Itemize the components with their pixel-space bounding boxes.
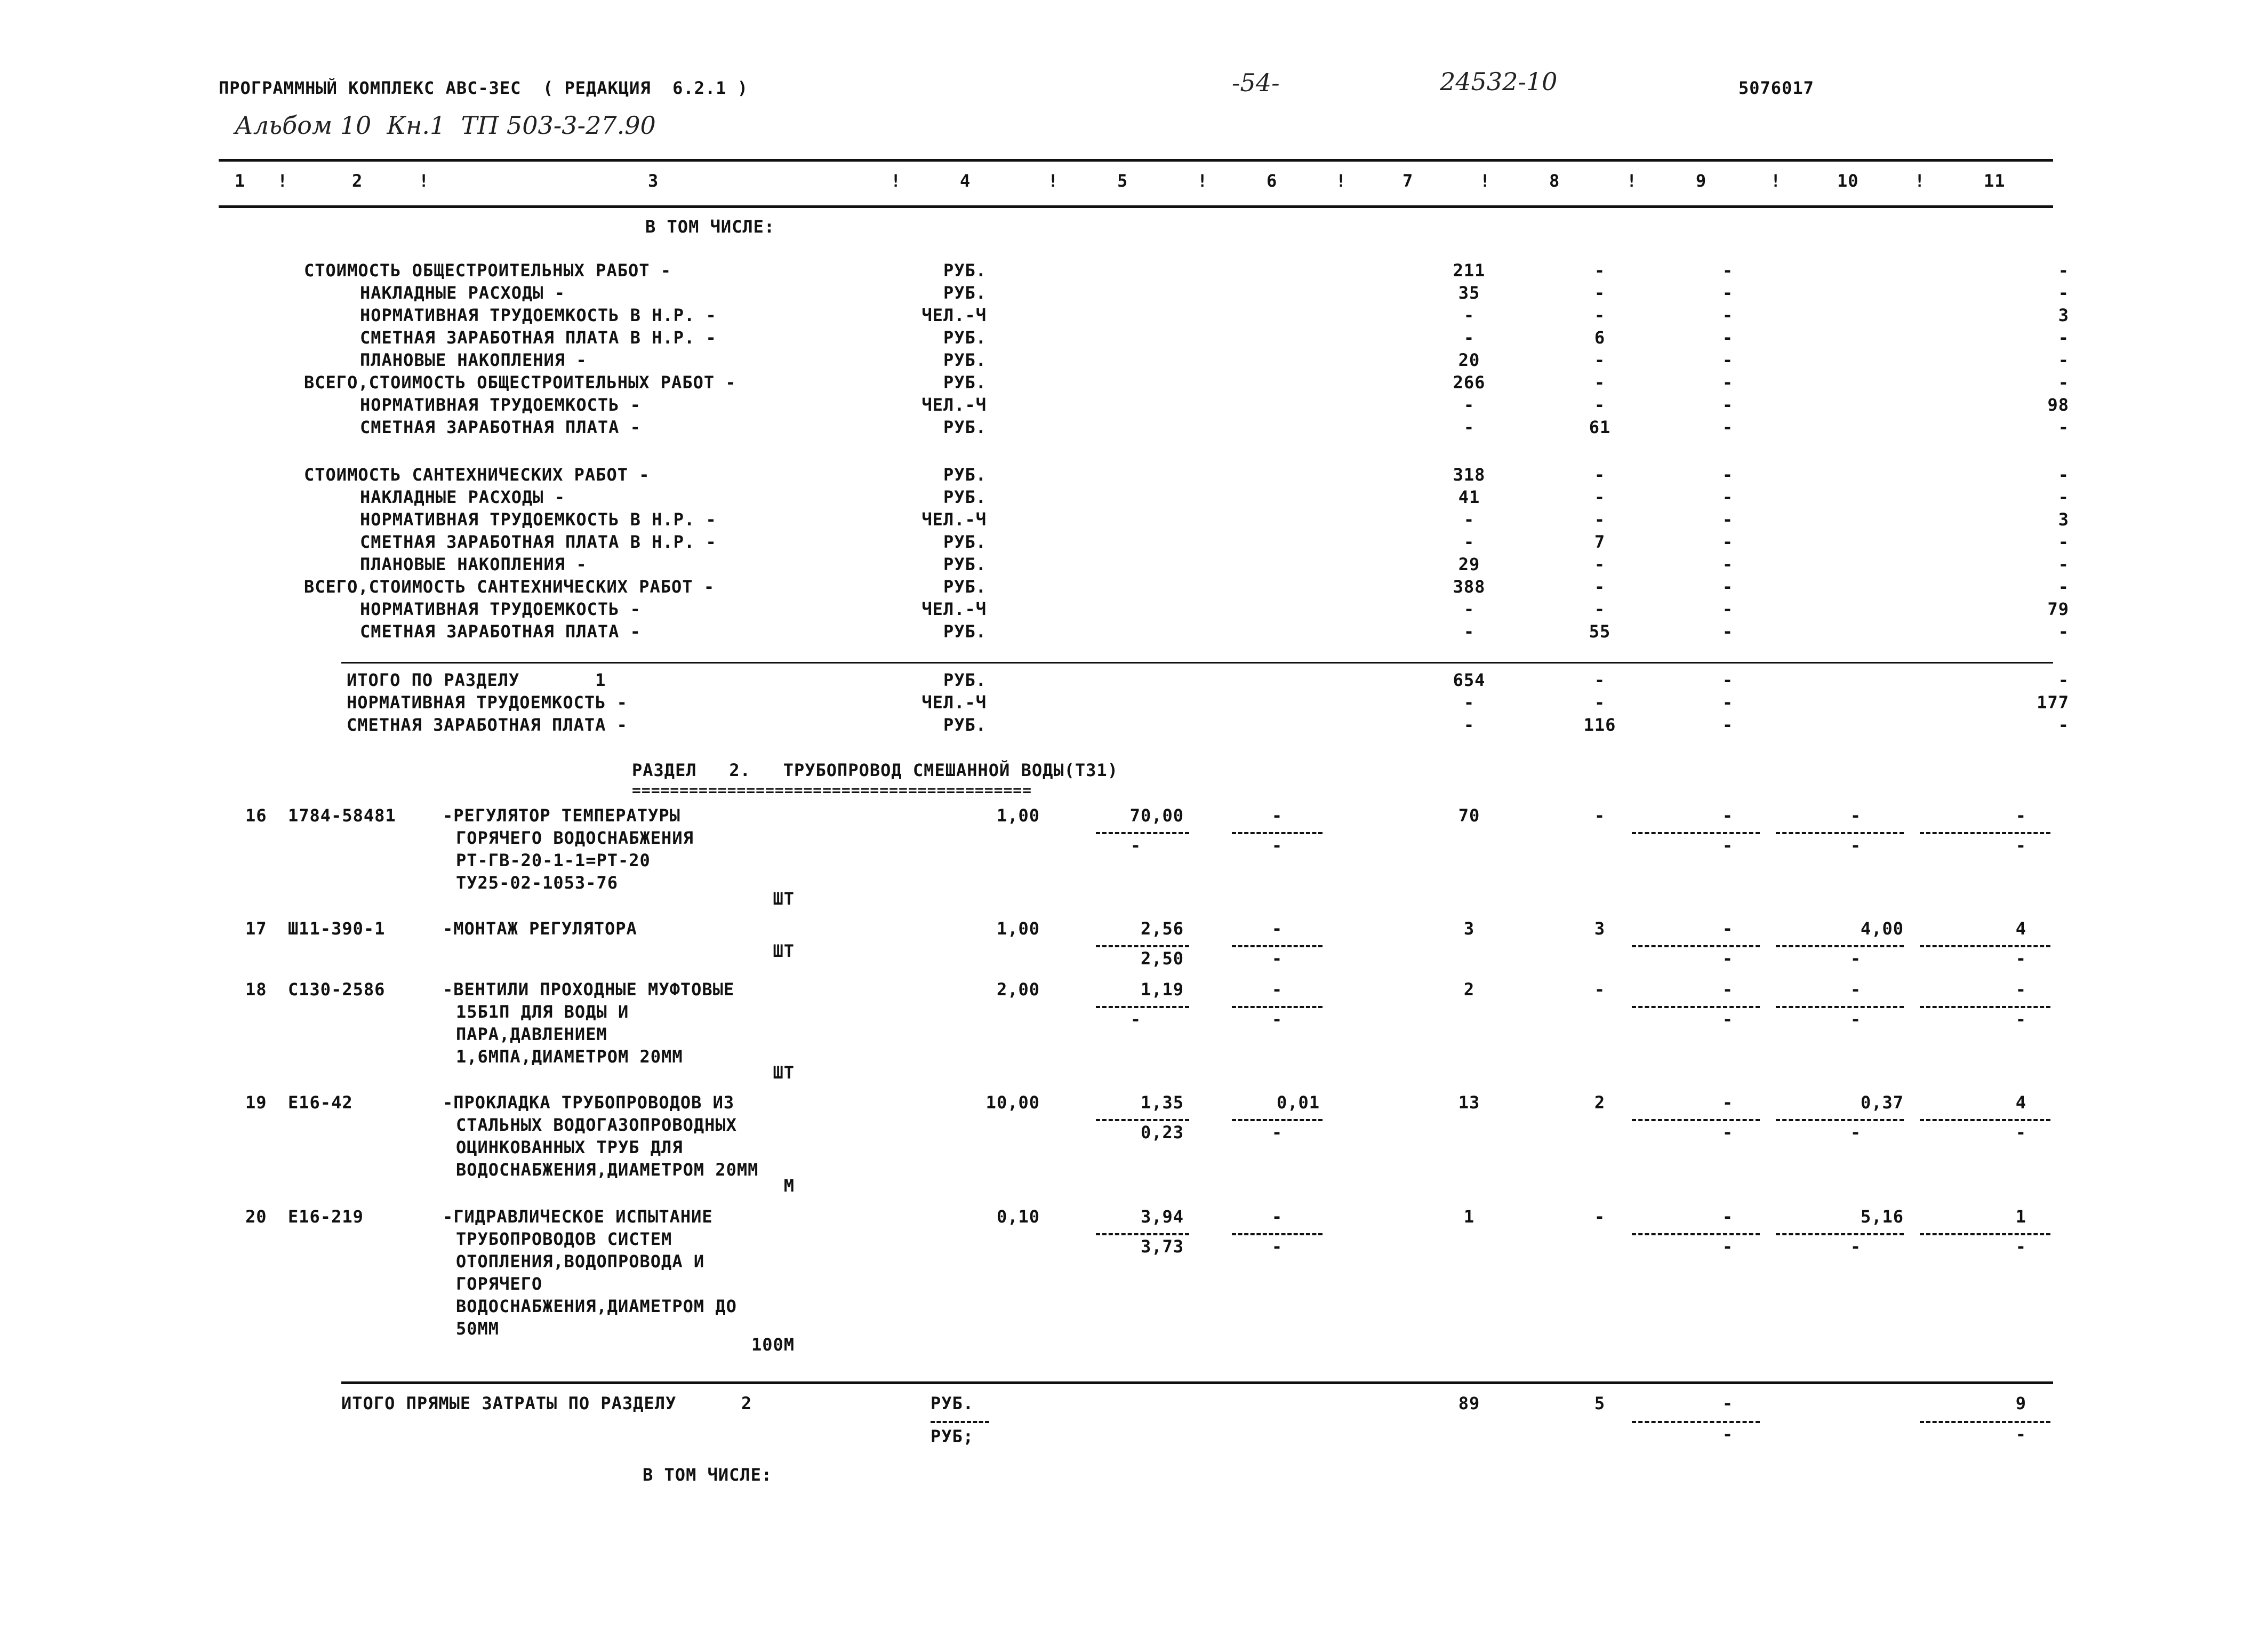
col8-value: - [1594,1206,1606,1227]
line-label: СМЕТНАЯ ЗАРАБОТНАЯ ПЛАТА В Н.Р. - [360,327,717,348]
col9-value: - [1722,350,1734,370]
item-code: Е16-219 [288,1206,364,1227]
col11-value: - [2058,487,2069,507]
item-number: 19 [245,1092,267,1113]
col7-value: - [1463,532,1475,552]
item-description: 50ММ [456,1319,500,1339]
line-unit: РУБ. [943,417,987,437]
col11-rule [1920,1119,2050,1121]
line-unit: РУБ. [943,327,987,348]
col9-value: - [1722,509,1734,530]
col11-lower-value: - [2015,1424,2026,1444]
col10-lower-value: - [1850,1236,1862,1257]
col6-lower-value: - [1271,835,1283,856]
col9-value: - [1722,417,1734,437]
item-quantity: 1,00 [996,805,1040,826]
col10-value: 4,00 [1860,918,1904,939]
line-label: СМЕТНАЯ ЗАРАБОТНАЯ ПЛАТА - [360,621,641,642]
col9-value: - [1722,372,1734,393]
item-number: 18 [245,979,267,1000]
col-5-header: 5 [1117,171,1128,191]
col7-value: 388 [1453,577,1486,597]
col8-value: - [1594,670,1606,690]
item-unit: ШТ [773,889,795,909]
col6-lower-value: - [1271,948,1283,969]
col9-value: - [1722,395,1734,415]
col-1-header: 1 [235,171,246,191]
line-unit: РУБ. [943,715,987,735]
item-quantity: 10,00 [985,1092,1040,1113]
col8-value: - [1594,692,1606,713]
item-description: ГОРЯЧЕГО ВОДОСНАБЖЕНИЯ [456,828,694,848]
col11-value: 4 [2015,918,2026,939]
col8-value: 55 [1589,621,1611,642]
col11-value: - [2058,260,2069,281]
col10-lower-value: - [1850,1009,1862,1029]
col11-value: 9 [2015,1393,2026,1413]
col11-value: 3 [2058,305,2069,325]
col8-value: 7 [1594,532,1606,552]
col6-lower-value: - [1271,1236,1283,1257]
col5-value: 3,94 [1140,1206,1184,1227]
col8-value: - [1594,305,1606,325]
col5-lower-value: 0,23 [1140,1122,1184,1142]
item-description: 1,6МПА,ДИАМЕТРОМ 20ММ [456,1046,683,1067]
col6-lower-value: - [1271,1122,1283,1142]
col8-value: - [1594,372,1606,393]
col7-value: 2 [1463,979,1475,1000]
line-unit: ЧЕЛ.-Ч [921,599,987,619]
item-quantity: 1,00 [996,918,1040,939]
col-10-header: 10 [1837,171,1859,191]
col9-value: - [1722,532,1734,552]
col11-value: - [2058,532,2069,552]
total-unit: РУБ. [931,1393,974,1413]
col7-value: - [1463,621,1475,642]
section2-total-rule [341,1381,2053,1384]
header-top-rule [219,159,2053,162]
col-7-header: 7 [1403,171,1414,191]
col8-value: 5 [1594,1393,1606,1413]
col9-lower-value: - [1722,1424,1734,1444]
col11-lower-value: - [2015,835,2026,856]
col8-value: - [1594,283,1606,303]
line-unit: РУБ. [943,487,987,507]
col11-value: 4 [2015,1092,2026,1113]
col6-value: - [1271,805,1283,826]
col9-value: - [1722,918,1734,939]
col9-value: - [1722,621,1734,642]
col7-value: - [1463,327,1475,348]
item-description: -МОНТАЖ РЕГУЛЯТОРА [443,918,637,939]
total-unit-lower: РУБ; [931,1426,974,1447]
col7-value: - [1463,509,1475,530]
col9-rule [1632,1421,1760,1423]
col9-value: - [1722,1092,1734,1113]
item-code: 1784-58481 [288,805,396,826]
col8-value: 2 [1594,1092,1606,1113]
col7-value: 211 [1453,260,1486,281]
col11-value: - [2015,979,2026,1000]
col5-rule [1096,1119,1189,1121]
col11-value: - [2058,465,2069,485]
item-description: ВОДОСНАБЖЕНИЯ,ДИАМЕТРОМ 20ММ [456,1160,759,1180]
col11-rule [1920,1233,2050,1235]
col-11-header: 11 [1984,171,2006,191]
col7-value: 654 [1453,670,1486,690]
line-label: НОРМАТИВНАЯ ТРУДОЕМКОСТЬ - [360,599,641,619]
col9-value: - [1722,577,1734,597]
line-unit: РУБ. [943,532,987,552]
line-label: ВСЕГО,СТОИМОСТЬ САНТЕХНИЧЕСКИХ РАБОТ - [304,577,715,597]
item-description: -РЕГУЛЯТОР ТЕМПЕРАТУРЫ [443,805,680,826]
col7-value: - [1463,715,1475,735]
line-unit: РУБ. [943,465,987,485]
col10-value: 5,16 [1860,1206,1904,1227]
item-unit: 100М [751,1335,795,1355]
item-description: РТ-ГВ-20-1-1=РТ-20 [456,850,651,870]
col7-value: 20 [1458,350,1480,370]
col9-lower-value: - [1722,1122,1734,1142]
col11-rule [1920,945,2050,947]
col6-rule [1232,832,1323,834]
col-3-header: 3 [648,171,659,191]
line-label: СМЕТНАЯ ЗАРАБОТНАЯ ПЛАТА - [347,715,628,735]
col9-value: - [1722,1206,1734,1227]
col8-value: - [1594,395,1606,415]
col6-value: 0,01 [1276,1092,1320,1113]
program-title: ПРОГРАММНЫЙ КОМПЛЕКС АВС-ЗЕС ( РЕДАКЦИЯ 6.2.1 ) [219,78,749,98]
col8-value: - [1594,554,1606,574]
col10-rule [1776,1233,1904,1235]
col8-value: 3 [1594,918,1606,939]
col7-value: - [1463,599,1475,619]
line-unit: РУБ. [943,350,987,370]
col8-value: - [1594,805,1606,826]
document-code: 5076017 [1738,78,1814,98]
col5-rule [1096,945,1189,947]
page-number: -54- [1232,68,1280,97]
col8-value: - [1594,260,1606,281]
item-quantity: 0,10 [996,1206,1040,1227]
col11-value: - [2058,350,2069,370]
item-code: Е16-42 [288,1092,353,1113]
col6-rule [1232,1119,1323,1121]
line-label: НАКЛАДНЫЕ РАСХОДЫ - [360,487,566,507]
col5-value: 1,19 [1140,979,1184,1000]
col5-rule [1096,1006,1189,1008]
col10-rule [1776,1006,1904,1008]
line-unit: РУБ. [943,260,987,281]
line-label: ВСЕГО,СТОИМОСТЬ ОБЩЕСТРОИТЕЛЬНЫХ РАБОТ - [304,372,736,393]
col9-lower-value: - [1722,1009,1734,1029]
line-unit: ЧЕЛ.-Ч [921,509,987,530]
item-description: ВОДОСНАБЖЕНИЯ,ДИАМЕТРОМ ДО [456,1296,737,1316]
col7-value: - [1463,417,1475,437]
item-description: ТРУБОПРОВОДОВ СИСТЕМ [456,1229,672,1249]
col10-rule [1776,832,1904,834]
col8-value: 61 [1589,417,1611,437]
col11-lower-value: - [2015,1122,2026,1142]
col7-value: 41 [1458,487,1480,507]
col9-rule [1632,1006,1760,1008]
col8-value: - [1594,487,1606,507]
col8-value: - [1594,350,1606,370]
item-unit: ШТ [773,1062,795,1083]
line-label: СТОИМОСТЬ САНТЕХНИЧЕСКИХ РАБОТ - [304,465,650,485]
col11-lower-value: - [2015,1236,2026,1257]
item-description: -ГИДРАВЛИЧЕСКОЕ ИСПЫТАНИЕ [443,1206,713,1227]
line-label: СМЕТНАЯ ЗАРАБОТНАЯ ПЛАТА - [360,417,641,437]
col7-value: 89 [1458,1393,1480,1413]
line-label: НАКЛАДНЫЕ РАСХОДЫ - [360,283,566,303]
col7-value: 318 [1453,465,1486,485]
col-8-header: 8 [1549,171,1560,191]
incl-heading: В ТОМ ЧИСЛЕ: [645,217,775,237]
col5-value: 1,35 [1140,1092,1184,1113]
section2-incl-heading: В ТОМ ЧИСЛЕ: [643,1465,773,1485]
col11-rule [1920,1421,2050,1423]
item-code: С130-2586 [288,979,386,1000]
col7-value: 3 [1463,918,1475,939]
item-description: -ВЕНТИЛИ ПРОХОДНЫЕ МУФТОВЫЕ [443,979,735,1000]
section2-title: РАЗДЕЛ 2. ТРУБОПРОВОД СМЕШАННОЙ ВОДЫ(Т31) [632,760,1118,780]
line-unit: РУБ. [943,577,987,597]
item-description: -ПРОКЛАДКА ТРУБОПРОВОДОВ ИЗ [443,1092,735,1113]
col11-value: - [2058,417,2069,437]
col10-value: - [1850,979,1862,1000]
item-number: 17 [245,918,267,939]
line-unit: РУБ. [943,670,987,690]
item-description: СТАЛЬНЫХ ВОДОГАЗОПРОВОДНЫХ [456,1115,737,1135]
line-unit: РУБ. [943,283,987,303]
col-9-header: 9 [1696,171,1707,191]
line-unit: РУБ. [943,372,987,393]
item-code: Ш11-390-1 [288,918,386,939]
col9-value: - [1722,692,1734,713]
col11-value: 1 [2015,1206,2026,1227]
col6-value: - [1271,1206,1283,1227]
col11-value: 177 [2037,692,2069,713]
col7-value: 70 [1458,805,1480,826]
col9-rule [1632,1119,1760,1121]
col5-lower-value: - [1130,835,1142,856]
line-label: ПЛАНОВЫЕ НАКОПЛЕНИЯ - [360,554,587,574]
col11-value: 3 [2058,509,2069,530]
col11-value: 79 [2047,599,2069,619]
col7-value: - [1463,395,1475,415]
col9-value: - [1722,305,1734,325]
col9-lower-value: - [1722,835,1734,856]
line-label: СТОИМОСТЬ ОБЩЕСТРОИТЕЛЬНЫХ РАБОТ - [304,260,672,281]
col7-value: - [1463,305,1475,325]
col8-value: - [1594,979,1606,1000]
line-label: НОРМАТИВНАЯ ТРУДОЕМКОСТЬ - [347,692,628,713]
col5-lower-value: 3,73 [1140,1236,1184,1257]
col11-value: - [2058,577,2069,597]
col9-lower-value: - [1722,1236,1734,1257]
line-unit: ЧЕЛ.-Ч [921,305,987,325]
col9-value: - [1722,283,1734,303]
col8-value: - [1594,465,1606,485]
col9-rule [1632,945,1760,947]
item-number: 20 [245,1206,267,1227]
line-label: НОРМАТИВНАЯ ТРУДОЕМКОСТЬ В Н.Р. - [360,509,717,530]
item-description: ГОРЯЧЕГО [456,1274,543,1294]
line-label: НОРМАТИВНАЯ ТРУДОЕМКОСТЬ В Н.Р. - [360,305,717,325]
col7-value: - [1463,692,1475,713]
col9-value: - [1722,487,1734,507]
col10-value: - [1850,805,1862,826]
col11-value: - [2058,670,2069,690]
col9-value: - [1722,715,1734,735]
col9-value: - [1722,327,1734,348]
col10-lower-value: - [1850,948,1862,969]
col5-value: 2,56 [1140,918,1184,939]
line-label: СМЕТНАЯ ЗАРАБОТНАЯ ПЛАТА В Н.Р. - [360,532,717,552]
col10-lower-value: - [1850,1122,1862,1142]
col-6-header: 6 [1267,171,1278,191]
header-bottom-rule [219,205,2053,208]
col11-value: - [2015,805,2026,826]
col11-value: - [2058,327,2069,348]
col6-rule [1232,945,1323,947]
item-description: 15Б1П ДЛЯ ВОДЫ И [456,1002,629,1022]
col9-lower-value: - [1722,948,1734,969]
col7-value: 266 [1453,372,1486,393]
album-reference: Альбом 10 Кн.1 ТП 503-3-27.90 [235,111,656,140]
col9-value: - [1722,465,1734,485]
col5-rule [1096,832,1189,834]
col-4-header: 4 [960,171,971,191]
line-label: НОРМАТИВНАЯ ТРУДОЕМКОСТЬ - [360,395,641,415]
line-unit: ЧЕЛ.-Ч [921,395,987,415]
line-label: ПЛАНОВЫЕ НАКОПЛЕНИЯ - [360,350,587,370]
item-description: ПАРА,ДАВЛЕНИЕМ [456,1024,607,1044]
col7-value: 1 [1463,1206,1475,1227]
col11-value: - [2058,554,2069,574]
line-label: ИТОГО ПО РАЗДЕЛУ 1 [347,670,606,690]
line-unit: ЧЕЛ.-Ч [921,692,987,713]
col9-value: - [1722,979,1734,1000]
line-unit: РУБ. [943,554,987,574]
item-unit: М [783,1176,795,1196]
item-description: ТУ25-02-1053-76 [456,873,618,893]
col9-value: - [1722,260,1734,281]
total-unit-rule [931,1421,989,1423]
col6-lower-value: - [1271,1009,1283,1029]
col9-value: - [1722,599,1734,619]
col7-value: 29 [1458,554,1480,574]
item-quantity: 2,00 [996,979,1040,1000]
col10-value: 0,37 [1860,1092,1904,1113]
col10-rule [1776,945,1904,947]
item-description: ОЦИНКОВАННЫХ ТРУБ ДЛЯ [456,1137,683,1157]
section1-total-rule [341,662,2053,664]
col8-value: - [1594,509,1606,530]
col6-rule [1232,1006,1323,1008]
col6-value: - [1271,979,1283,1000]
col9-rule [1632,832,1760,834]
col11-value: - [2058,715,2069,735]
col5-rule [1096,1233,1189,1235]
col7-value: 35 [1458,283,1480,303]
col9-value: - [1722,1393,1734,1413]
col7-value: 13 [1458,1092,1480,1113]
col5-lower-value: - [1130,1009,1142,1029]
col10-lower-value: - [1850,835,1862,856]
col11-rule [1920,832,2050,834]
col6-value: - [1271,918,1283,939]
col11-rule [1920,1006,2050,1008]
section2-underline: ========================================== [632,781,1032,799]
item-number: 16 [245,805,267,826]
col5-value: 70,00 [1129,805,1184,826]
col9-value: - [1722,805,1734,826]
col9-value: - [1722,670,1734,690]
col-2-header: 2 [352,171,363,191]
col8-value: 116 [1583,715,1616,735]
col11-value: 98 [2047,395,2069,415]
col11-value: - [2058,283,2069,303]
col11-value: - [2058,621,2069,642]
col5-lower-value: 2,50 [1140,948,1184,969]
col11-value: - [2058,372,2069,393]
item-description: ОТОПЛЕНИЯ,ВОДОПРОВОДА И [456,1251,705,1272]
col8-value: 6 [1594,327,1606,348]
col6-rule [1232,1233,1323,1235]
line-unit: РУБ. [943,621,987,642]
item-unit: ШТ [773,941,795,961]
col9-value: - [1722,554,1734,574]
document-number: 24532-10 [1440,67,1558,96]
total-label: ИТОГО ПРЯМЫЕ ЗАТРАТЫ ПО РАЗДЕЛУ 2 [341,1393,752,1413]
col9-rule [1632,1233,1760,1235]
col11-lower-value: - [2015,1009,2026,1029]
col8-value: - [1594,577,1606,597]
col10-rule [1776,1119,1904,1121]
col8-value: - [1594,599,1606,619]
col11-lower-value: - [2015,948,2026,969]
